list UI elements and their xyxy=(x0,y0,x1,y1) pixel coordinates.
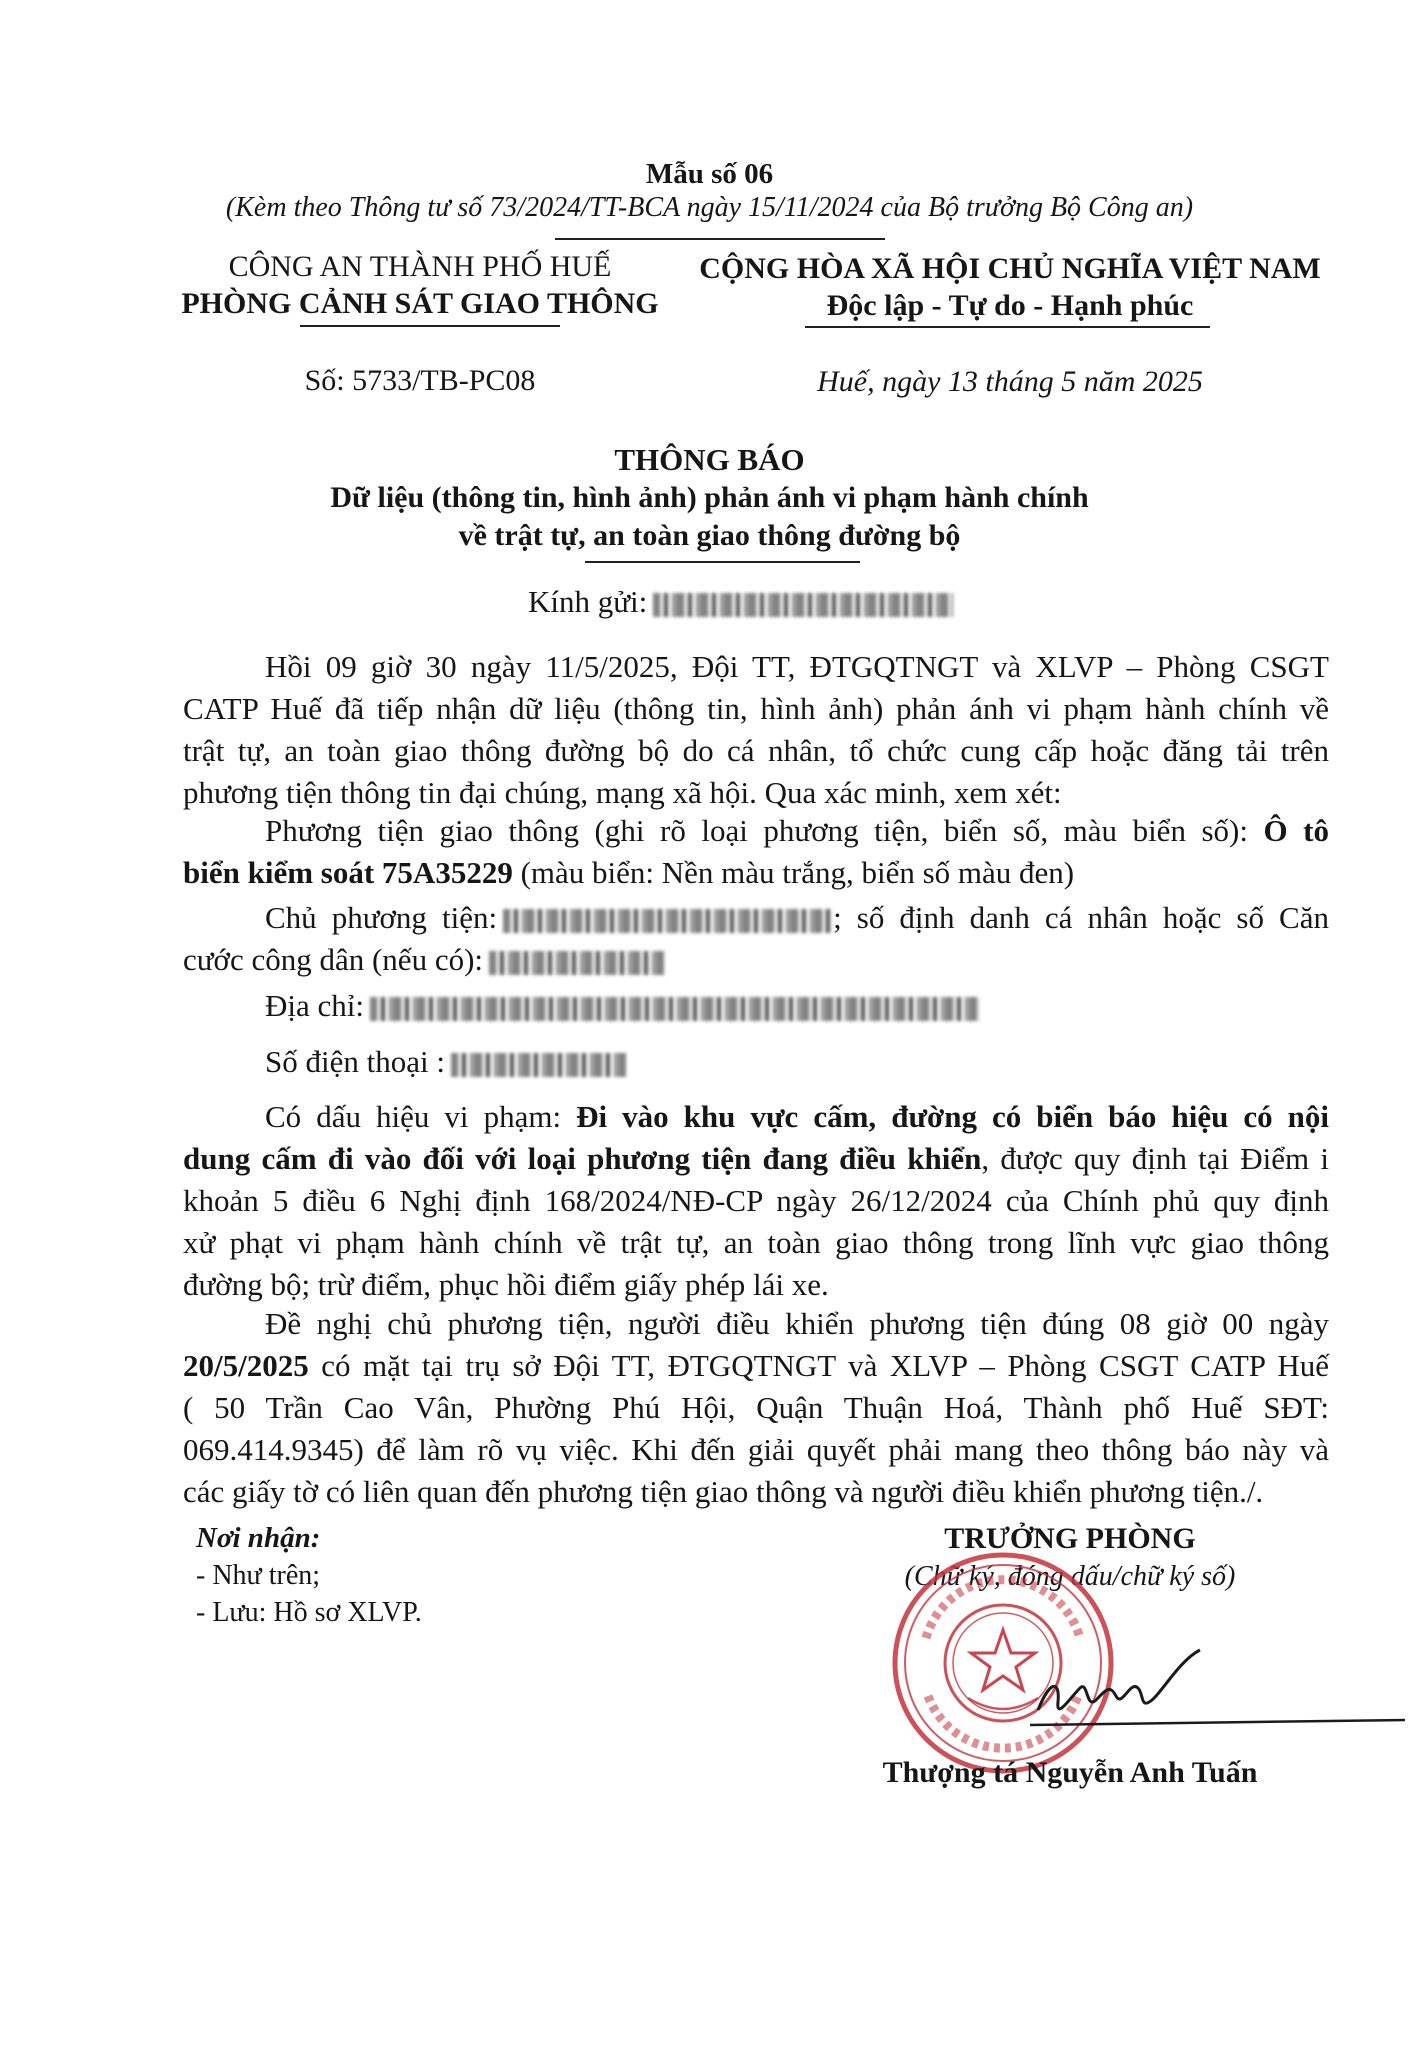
violation-line-3: khoản 5 điều 6 Nghị định 168/2024/NĐ-CP ngày 26/12/2024 của Chính phủ quy định xyxy=(183,1183,1329,1218)
recipients-heading: Nơi nhận: xyxy=(196,1522,321,1554)
redacted-address xyxy=(370,997,980,1021)
document-number: Số: 5733/TB-PC08 xyxy=(304,364,536,397)
request-line-4: 069.414.9345) để làm rõ vụ việc. Khi đến giải quyết phải mang theo thông báo này và xyxy=(183,1432,1329,1467)
page-title: THÔNG BÁO xyxy=(614,442,805,477)
violation-line-5: đường bộ; trừ điểm, phục hồi điểm giấy phép lái xe. xyxy=(183,1267,829,1302)
vehicle-line-1 xyxy=(183,810,1329,852)
owner-id-text: ; số định danh cá nhân hoặc số Căn xyxy=(833,900,1329,935)
title-subtitle-1: Dữ liệu (thông tin, hình ảnh) phản ánh vi phạm hành chính xyxy=(330,481,1089,514)
request-line-2-text: có mặt tại trụ sở Đội TT, ĐTGQTNGT và XLVP – Phòng CSGT CATP Huế xyxy=(308,1348,1329,1383)
violation-text-1: Đi vào khu vực cấm, đường có biển báo hiệu có nội xyxy=(576,1099,1330,1134)
intro-line-4: phương tiện thông tin đại chúng, mạng xã hội. Qua xác minh, xem xét: xyxy=(183,775,1062,810)
violation-text-2: dung cấm đi vào đối với loại phương tiện đang điều khiển xyxy=(183,1141,982,1176)
recipients-item-1: - Như trên; xyxy=(196,1560,321,1591)
recipients-item-2: - Lưu: Hồ sơ XLVP. xyxy=(196,1597,422,1628)
intro-paragraph xyxy=(183,646,1329,814)
vehicle-label: Phương tiện giao thông (ghi rõ loại phương tiện, biển số, màu biển số): xyxy=(265,813,1248,848)
redacted-recipient xyxy=(653,593,953,617)
request-line-3: ( 50 Trần Cao Vân, Phường Phú Hội, Quận Thuận Hoá, Thành phố Huế SĐT: xyxy=(183,1390,1329,1425)
place-date: Huế, ngày 13 tháng 5 năm 2025 xyxy=(817,365,1203,398)
violation-line-1 xyxy=(183,1096,1329,1138)
license-plate: biển kiểm soát 75A35229 xyxy=(183,855,513,890)
national-title: CỘNG HÒA XÃ HỘI CHỦ NGHĨA VIỆT NAM xyxy=(699,252,1321,285)
owner-paragraph xyxy=(183,897,1329,981)
vehicle-line-2 xyxy=(183,852,1329,894)
intro-line-3: trật tự, an toàn giao thông đường bộ do cá nhân, tổ chức cung cấp hoặc đăng tải trên xyxy=(183,733,1329,768)
recipient-line xyxy=(528,584,953,620)
vehicle-type: Ô tô xyxy=(1263,813,1330,848)
plate-color: (màu biển: Nền màu trắng, biển số màu đen) xyxy=(520,855,1075,890)
owner-line-2 xyxy=(183,939,1329,981)
redacted-owner-name xyxy=(503,909,833,933)
request-line-1: Đề nghị chủ phương tiện, người điều khiển phương tiện đúng 08 giờ 00 ngày xyxy=(265,1306,1329,1341)
phone-label: Số điện thoại : xyxy=(265,1044,445,1079)
department-name: PHÒNG CẢNH SÁT GIAO THÔNG xyxy=(181,287,659,320)
signature-note: (Chữ ký, đóng dấu/chữ ký số) xyxy=(904,1561,1236,1592)
agency-underline xyxy=(300,325,560,327)
redacted-phone xyxy=(451,1053,626,1077)
request-line-2 xyxy=(183,1345,1329,1387)
appointment-date: 20/5/2025 xyxy=(183,1348,309,1383)
intro-line-1: Hồi 09 giờ 30 ngày 11/5/2025, Đội TT, ĐTGQTNGT và XLVP – Phòng CSGT xyxy=(265,649,1329,684)
owner-label: Chủ phương tiện: xyxy=(265,900,498,935)
violation-paragraph xyxy=(183,1096,1329,1306)
request-paragraph xyxy=(183,1303,1329,1513)
recipient-label: Kính gửi: xyxy=(528,584,648,619)
violation-line-4: xử phạt vi phạm hành chính về trật tự, an toàn giao thông trong lĩnh vực giao thông xyxy=(183,1225,1329,1260)
owner-line-1 xyxy=(183,897,1329,939)
owner-id-label: cước công dân (nếu có): xyxy=(183,942,484,977)
form-reference: (Kèm theo Thông tư số 73/2024/TT-BCA ngày 15/11/2024 của Bộ trưởng Bộ Công an) xyxy=(225,192,1194,223)
violation-prefix: Có dấu hiệu vi phạm: xyxy=(265,1099,562,1134)
handwritten-signature-icon xyxy=(1030,1640,1410,1750)
redacted-id-number xyxy=(489,951,664,975)
title-subtitle-2: về trật tự, an toàn giao thông đường bộ xyxy=(458,519,961,552)
signer-name: Thượng tá Nguyễn Anh Tuấn xyxy=(882,1756,1258,1789)
header-rule xyxy=(555,238,885,240)
title-underline xyxy=(585,561,860,563)
address-label: Địa chỉ: xyxy=(265,988,364,1023)
signer-title: TRƯỞNG PHÒNG xyxy=(944,1522,1196,1555)
violation-line-2 xyxy=(183,1138,1329,1180)
address-line xyxy=(265,985,980,1027)
form-number: Mẫu số 06 xyxy=(645,158,774,190)
request-line-5: các giấy tờ có liên quan đến phương tiện giao thông và người điều khiển phương tiện./. xyxy=(183,1474,1264,1509)
phone-line xyxy=(265,1041,626,1083)
intro-line-2: CATP Huế đã tiếp nhận dữ liệu (thông tin, hình ảnh) phản ánh vi phạm hành chính về xyxy=(183,691,1329,726)
agency-name: CÔNG AN THÀNH PHỐ HUẾ xyxy=(228,250,612,283)
violation-rest: , được quy định tại Điểm i xyxy=(981,1141,1329,1176)
motto-underline xyxy=(805,326,1210,328)
national-motto: Độc lập - Tự do - Hạnh phúc xyxy=(826,289,1194,322)
vehicle-paragraph xyxy=(183,810,1329,894)
